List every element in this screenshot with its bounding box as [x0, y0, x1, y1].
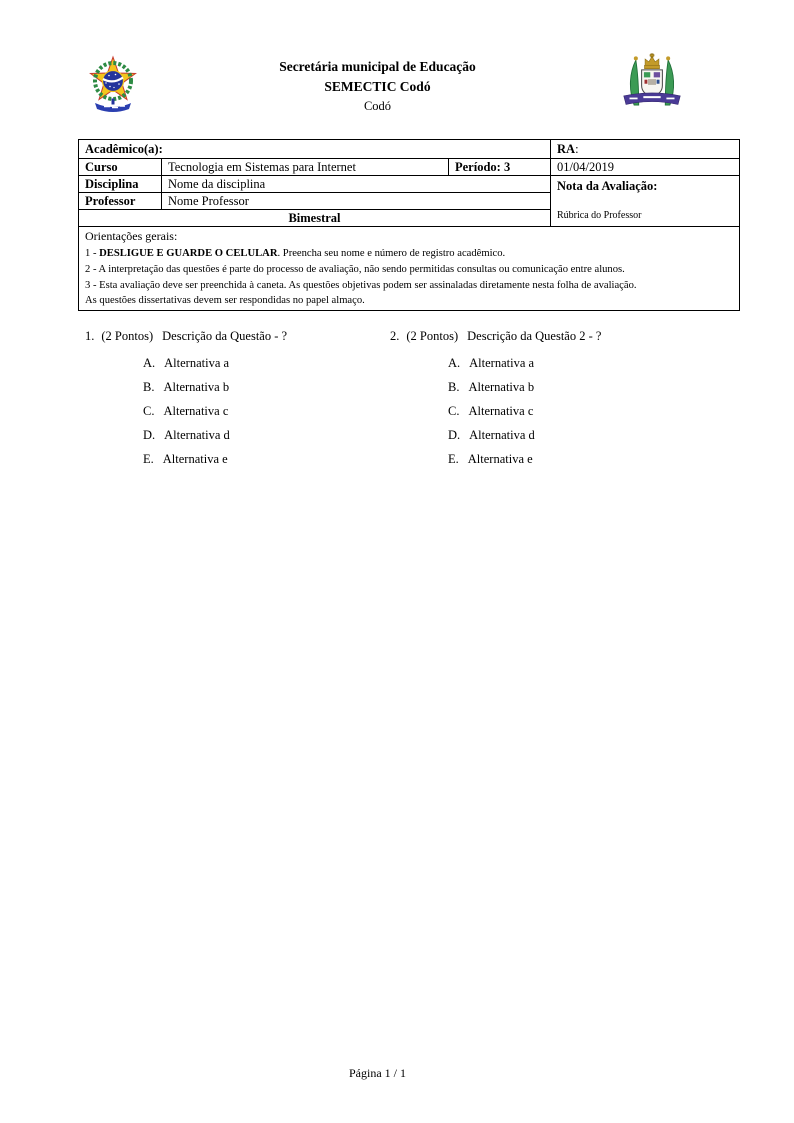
orientation-line-2: 2 - A interpretação das questões é parte do processo de avaliação, não sendo permitidas consultas ou comunicação entre alunos.	[85, 263, 625, 275]
question-points: (2 Pontos)	[406, 329, 459, 343]
nota-cell	[551, 176, 740, 227]
table-row	[79, 140, 740, 159]
question-2	[390, 328, 740, 471]
question-header	[85, 328, 390, 344]
alternative-letter: B.	[143, 380, 155, 394]
page-footer	[15, 1066, 740, 1081]
alternative-letter: E.	[143, 452, 154, 466]
alternative-letter: C.	[143, 404, 155, 418]
alternative	[448, 399, 740, 423]
ra-label: RA	[557, 142, 576, 156]
nota-label: Nota da Avaliação:	[557, 179, 658, 193]
alternative	[448, 447, 740, 471]
question-number: 2.	[390, 329, 400, 343]
bimestral-label: Bimestral	[79, 210, 551, 227]
professor-value: Nome Professor	[162, 193, 551, 210]
question-header	[390, 328, 740, 344]
orientation-1-rest: . Preencha seu nome e número de registro acadêmico.	[277, 248, 506, 259]
alternative-text: Alternativa e	[162, 452, 228, 466]
institution-subtitle: SEMECTIC Codó	[324, 79, 431, 94]
questions-section	[85, 328, 740, 471]
institution-title: Secretária municipal de Educação	[279, 59, 476, 74]
periodo-label: Período: 3	[449, 159, 551, 176]
alternative-letter: A.	[143, 356, 156, 370]
question-1	[85, 328, 390, 471]
curso-value: Tecnologia em Sistemas para Internet	[162, 159, 449, 176]
alternative-text: Alternativa d	[164, 428, 230, 442]
alternative-letter: C.	[448, 404, 460, 418]
alternatives-list	[448, 351, 740, 471]
alternative	[143, 399, 390, 423]
ra-colon: :	[575, 142, 579, 156]
alternative-letter: B.	[448, 380, 460, 394]
alternative-letter: D.	[143, 428, 156, 442]
alternative-text: Alternativa c	[468, 404, 534, 418]
professor-label: Professor	[79, 193, 162, 210]
exam-info-table	[78, 139, 740, 311]
alternative	[448, 375, 740, 399]
orientation-line-3: 3 - Esta avaliação deve ser preenchida à caneta. As questões objetivas podem ser assinaladas diretamente nesta folha de avaliação.	[85, 279, 637, 291]
alternative-text: Alternativa c	[163, 404, 229, 418]
exam-date: 01/04/2019	[551, 159, 740, 176]
alternative-text: Alternativa b	[163, 380, 230, 394]
alternative	[143, 375, 390, 399]
table-row	[79, 227, 740, 311]
question-text: Descrição da Questão 2 - ?	[467, 329, 602, 343]
alternative-text: Alternativa a	[469, 356, 535, 370]
alternative-letter: E.	[448, 452, 459, 466]
question-points: (2 Pontos)	[101, 329, 154, 343]
alternative	[448, 423, 740, 447]
orientations-box	[79, 227, 740, 311]
ra-cell	[551, 140, 740, 159]
rubrica-label: Rúbrica do Professor	[557, 210, 642, 221]
orientation-1-prefix: 1 -	[85, 248, 100, 259]
academico-label: Acadêmico(a):	[79, 140, 551, 159]
codo-municipal-crest-icon	[620, 52, 684, 112]
alternative	[448, 351, 740, 375]
orientation-line-4: As questões dissertativas devem ser respondidas no papel almaço.	[85, 295, 365, 307]
alternative	[143, 423, 390, 447]
orientation-1-bold: DESLIGUE E GUARDE O CELULAR	[99, 248, 278, 259]
alternatives-list	[143, 351, 390, 471]
alternative-letter: D.	[448, 428, 461, 442]
alternative-letter: A.	[448, 356, 461, 370]
disciplina-value: Nome da disciplina	[162, 176, 551, 193]
disciplina-label: Disciplina	[79, 176, 162, 193]
institution-city: Codó	[363, 99, 392, 113]
alternative-text: Alternativa e	[467, 452, 533, 466]
orientations-heading: Orientações gerais:	[85, 229, 178, 243]
alternative-text: Alternativa d	[469, 428, 535, 442]
question-text: Descrição da Questão - ?	[162, 329, 288, 343]
alternative-text: Alternativa a	[164, 356, 230, 370]
table-row	[79, 176, 740, 193]
alternative	[143, 351, 390, 375]
page-number: Página 1 / 1	[349, 1066, 406, 1080]
curso-label: Curso	[79, 159, 162, 176]
orientation-line-1	[85, 246, 733, 262]
table-row	[79, 159, 740, 176]
question-number: 1.	[85, 329, 95, 343]
alternative	[143, 447, 390, 471]
alternative-text: Alternativa b	[468, 380, 535, 394]
